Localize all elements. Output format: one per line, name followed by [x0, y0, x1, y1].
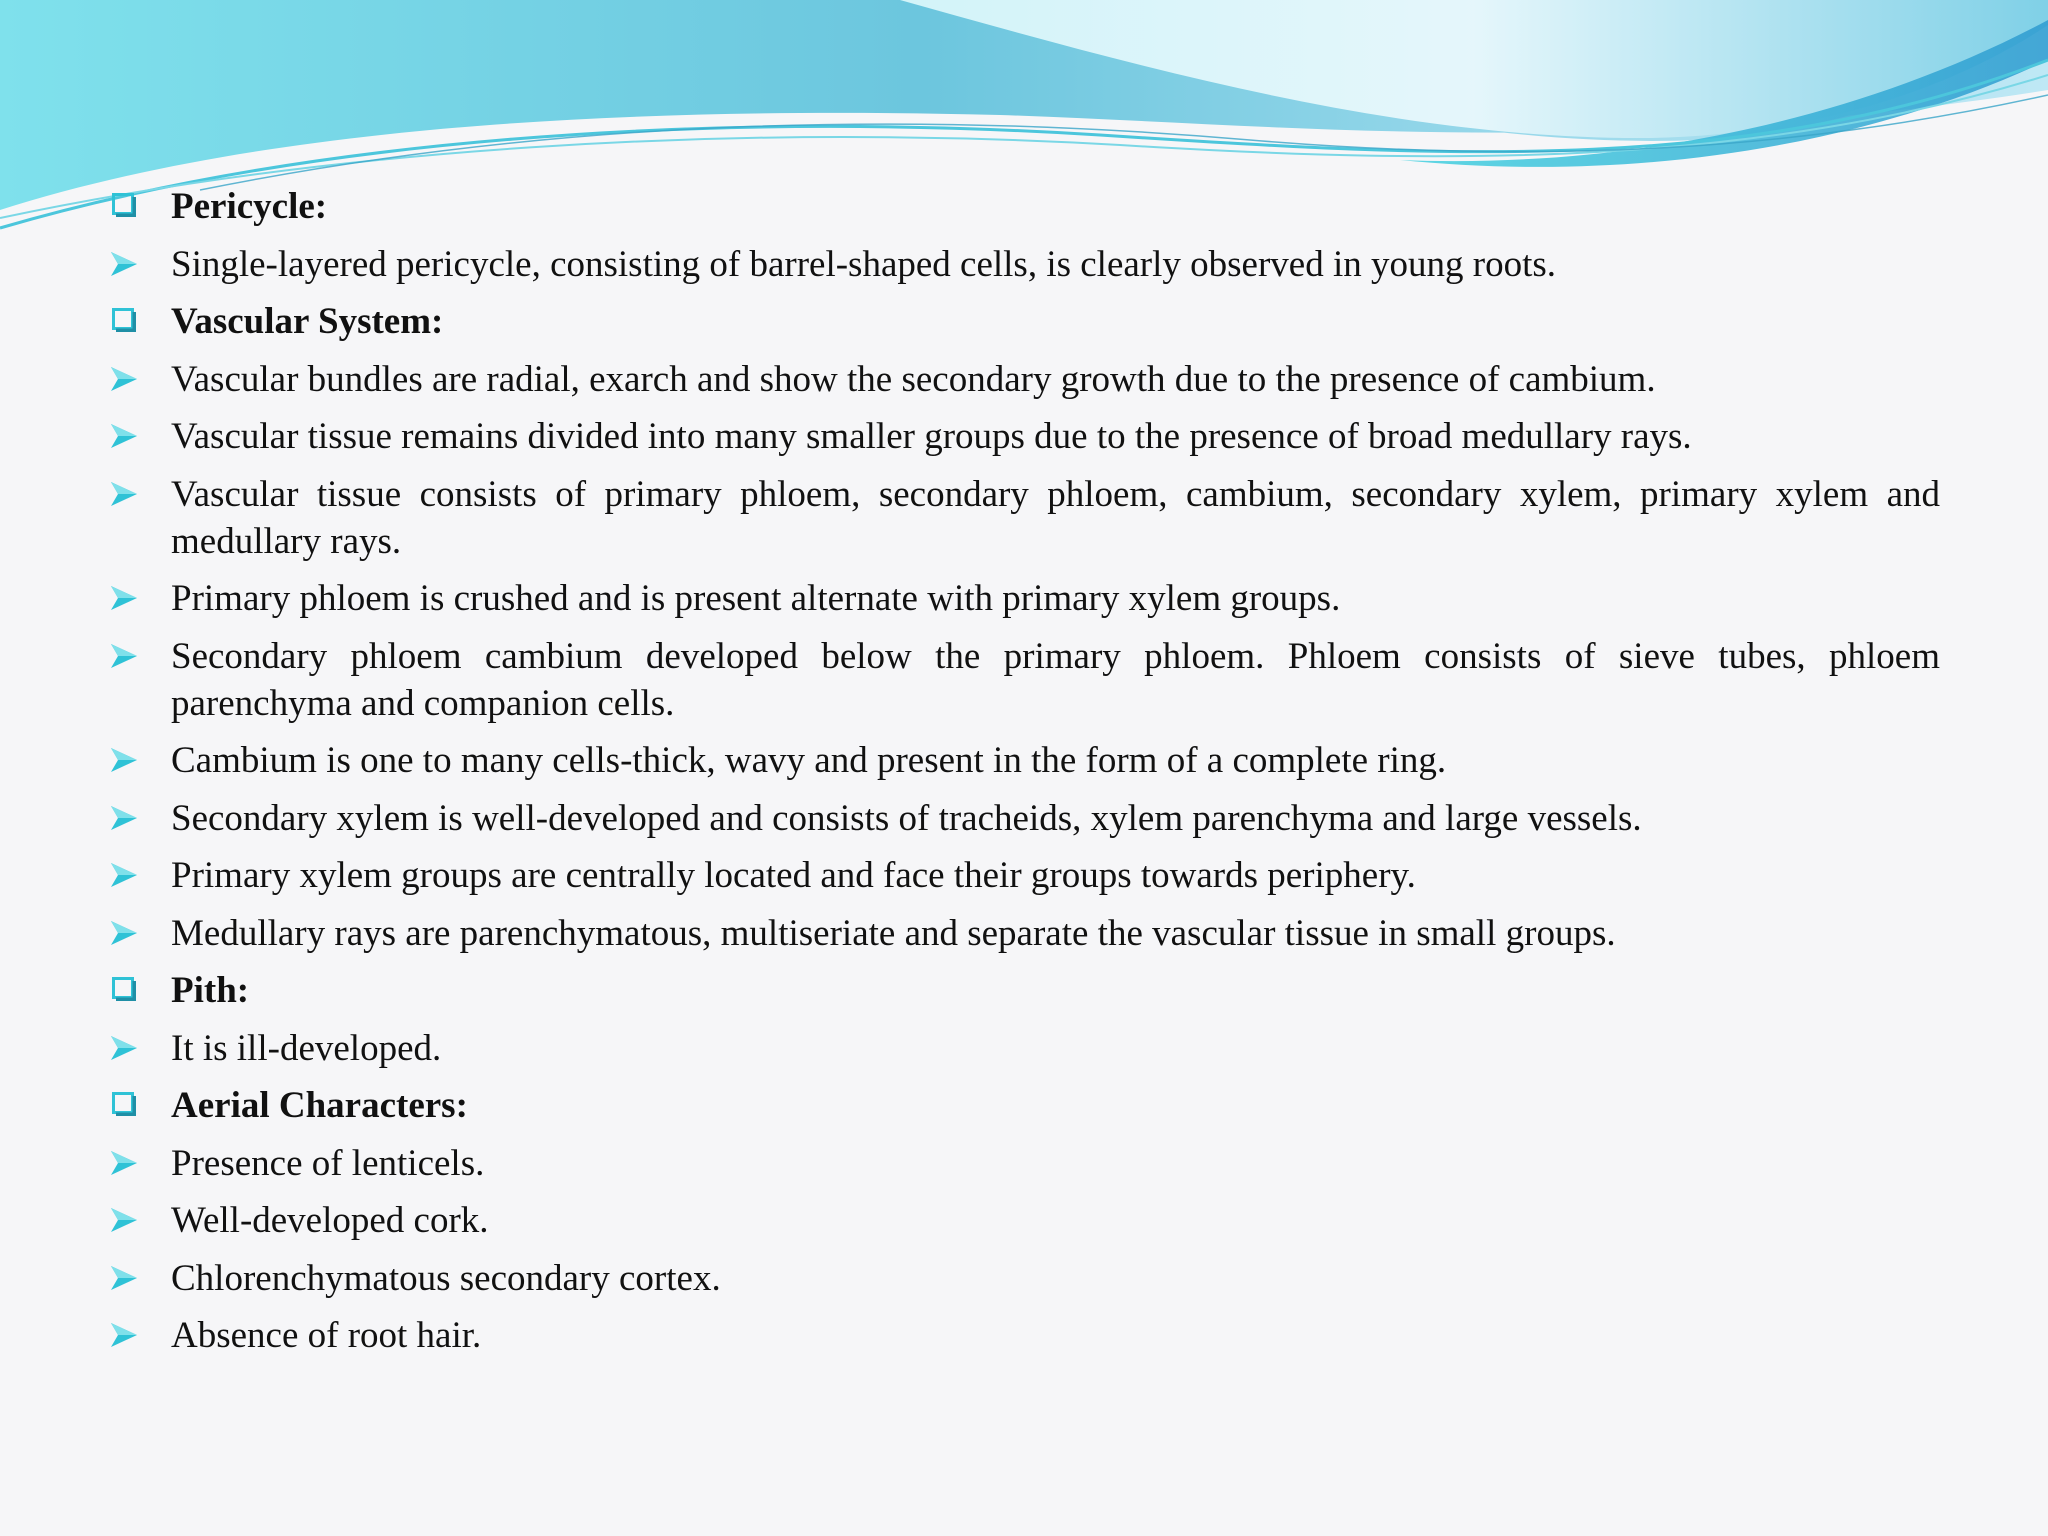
arrow-bullet-icon: [110, 804, 138, 832]
square-bullet-icon: [112, 193, 137, 218]
list-item-text: Secondary xylem is well-developed and consists of tracheids, xylem parenchyma and large vessels.: [171, 797, 1642, 839]
arrow-bullet-icon: [110, 1264, 138, 1292]
list-item-text: Secondary phloem cambium developed below the primary phloem. Phloem consists of sieve tubes, phloem parenchyma and companion cells.: [171, 635, 1940, 724]
list-item: [108, 852, 1940, 899]
arrow-bullet-icon: [110, 1149, 138, 1177]
arrow-bullet-icon: [110, 584, 138, 612]
section-heading-text: Aerial Characters:: [171, 1085, 468, 1126]
list-item: [108, 241, 1940, 288]
arrow-bullet-icon: [110, 422, 138, 450]
list-item-text: Absence of root hair.: [171, 1315, 482, 1356]
list-item: [108, 575, 1940, 622]
list-item-text: Well-developed cork.: [171, 1200, 489, 1241]
section-heading: [108, 967, 1940, 1014]
arrow-bullet-icon: [110, 365, 138, 393]
list-item-text: Medullary rays are parenchymatous, multiseriate and separate the vascular tissue in small groups.: [171, 912, 1616, 954]
square-bullet-icon: [112, 977, 137, 1002]
arrow-bullet-icon: [110, 1206, 138, 1234]
list-item-text: It is ill-developed.: [171, 1027, 442, 1069]
list-item-text: Vascular tissue remains divided into many smaller groups due to the presence of broad medullary rays.: [171, 416, 1692, 457]
section-heading: [108, 298, 1940, 345]
arrow-bullet-icon: [110, 480, 138, 508]
list-item-text: Primary xylem groups are centrally located and face their groups towards periphery.: [171, 855, 1416, 896]
list-item: [108, 1197, 1940, 1244]
list-item-text: Presence of lenticels.: [171, 1142, 485, 1184]
list-item: [108, 1312, 1940, 1359]
bullet-list: [108, 183, 1940, 1370]
list-item: [108, 471, 1940, 565]
section-heading-text: Pericycle:: [171, 186, 328, 227]
arrow-bullet-icon: [110, 746, 138, 774]
square-bullet-icon: [112, 1092, 137, 1117]
list-item: [108, 910, 1940, 957]
list-item: [108, 413, 1940, 460]
list-item-text: Primary phloem is crushed and is present alternate with primary xylem groups.: [171, 578, 1341, 619]
section-heading-text: Vascular System:: [171, 301, 444, 342]
list-item: [108, 1255, 1940, 1302]
section-heading-text: Pith:: [171, 970, 250, 1011]
arrow-bullet-icon: [110, 642, 138, 670]
list-item: [108, 795, 1940, 842]
arrow-bullet-icon: [110, 1321, 138, 1349]
list-item-text: Cambium is one to many cells-thick, wavy and present in the form of a complete ring.: [171, 740, 1447, 781]
arrow-bullet-icon: [110, 1034, 138, 1062]
arrow-bullet-icon: [110, 861, 138, 889]
list-item-text: Vascular tissue consists of primary phloem, secondary phloem, cambium, secondary xylem, primary xylem and medullary rays.: [171, 473, 1940, 562]
list-item: [108, 356, 1940, 403]
list-item-text: Chlorenchymatous secondary cortex.: [171, 1257, 721, 1299]
list-item-text: Vascular bundles are radial, exarch and show the secondary growth due to the presence of cambium.: [171, 358, 1656, 400]
square-bullet-icon: [112, 308, 137, 333]
list-item-text: Single-layered pericycle, consisting of barrel-shaped cells, is clearly observed in young roots.: [171, 243, 1557, 285]
list-item: [108, 1140, 1940, 1187]
arrow-bullet-icon: [110, 250, 138, 278]
list-item: [108, 1025, 1940, 1072]
arrow-bullet-icon: [110, 919, 138, 947]
section-heading: [108, 1082, 1940, 1129]
list-item: [108, 633, 1940, 727]
section-heading: [108, 183, 1940, 230]
list-item: [108, 737, 1940, 784]
